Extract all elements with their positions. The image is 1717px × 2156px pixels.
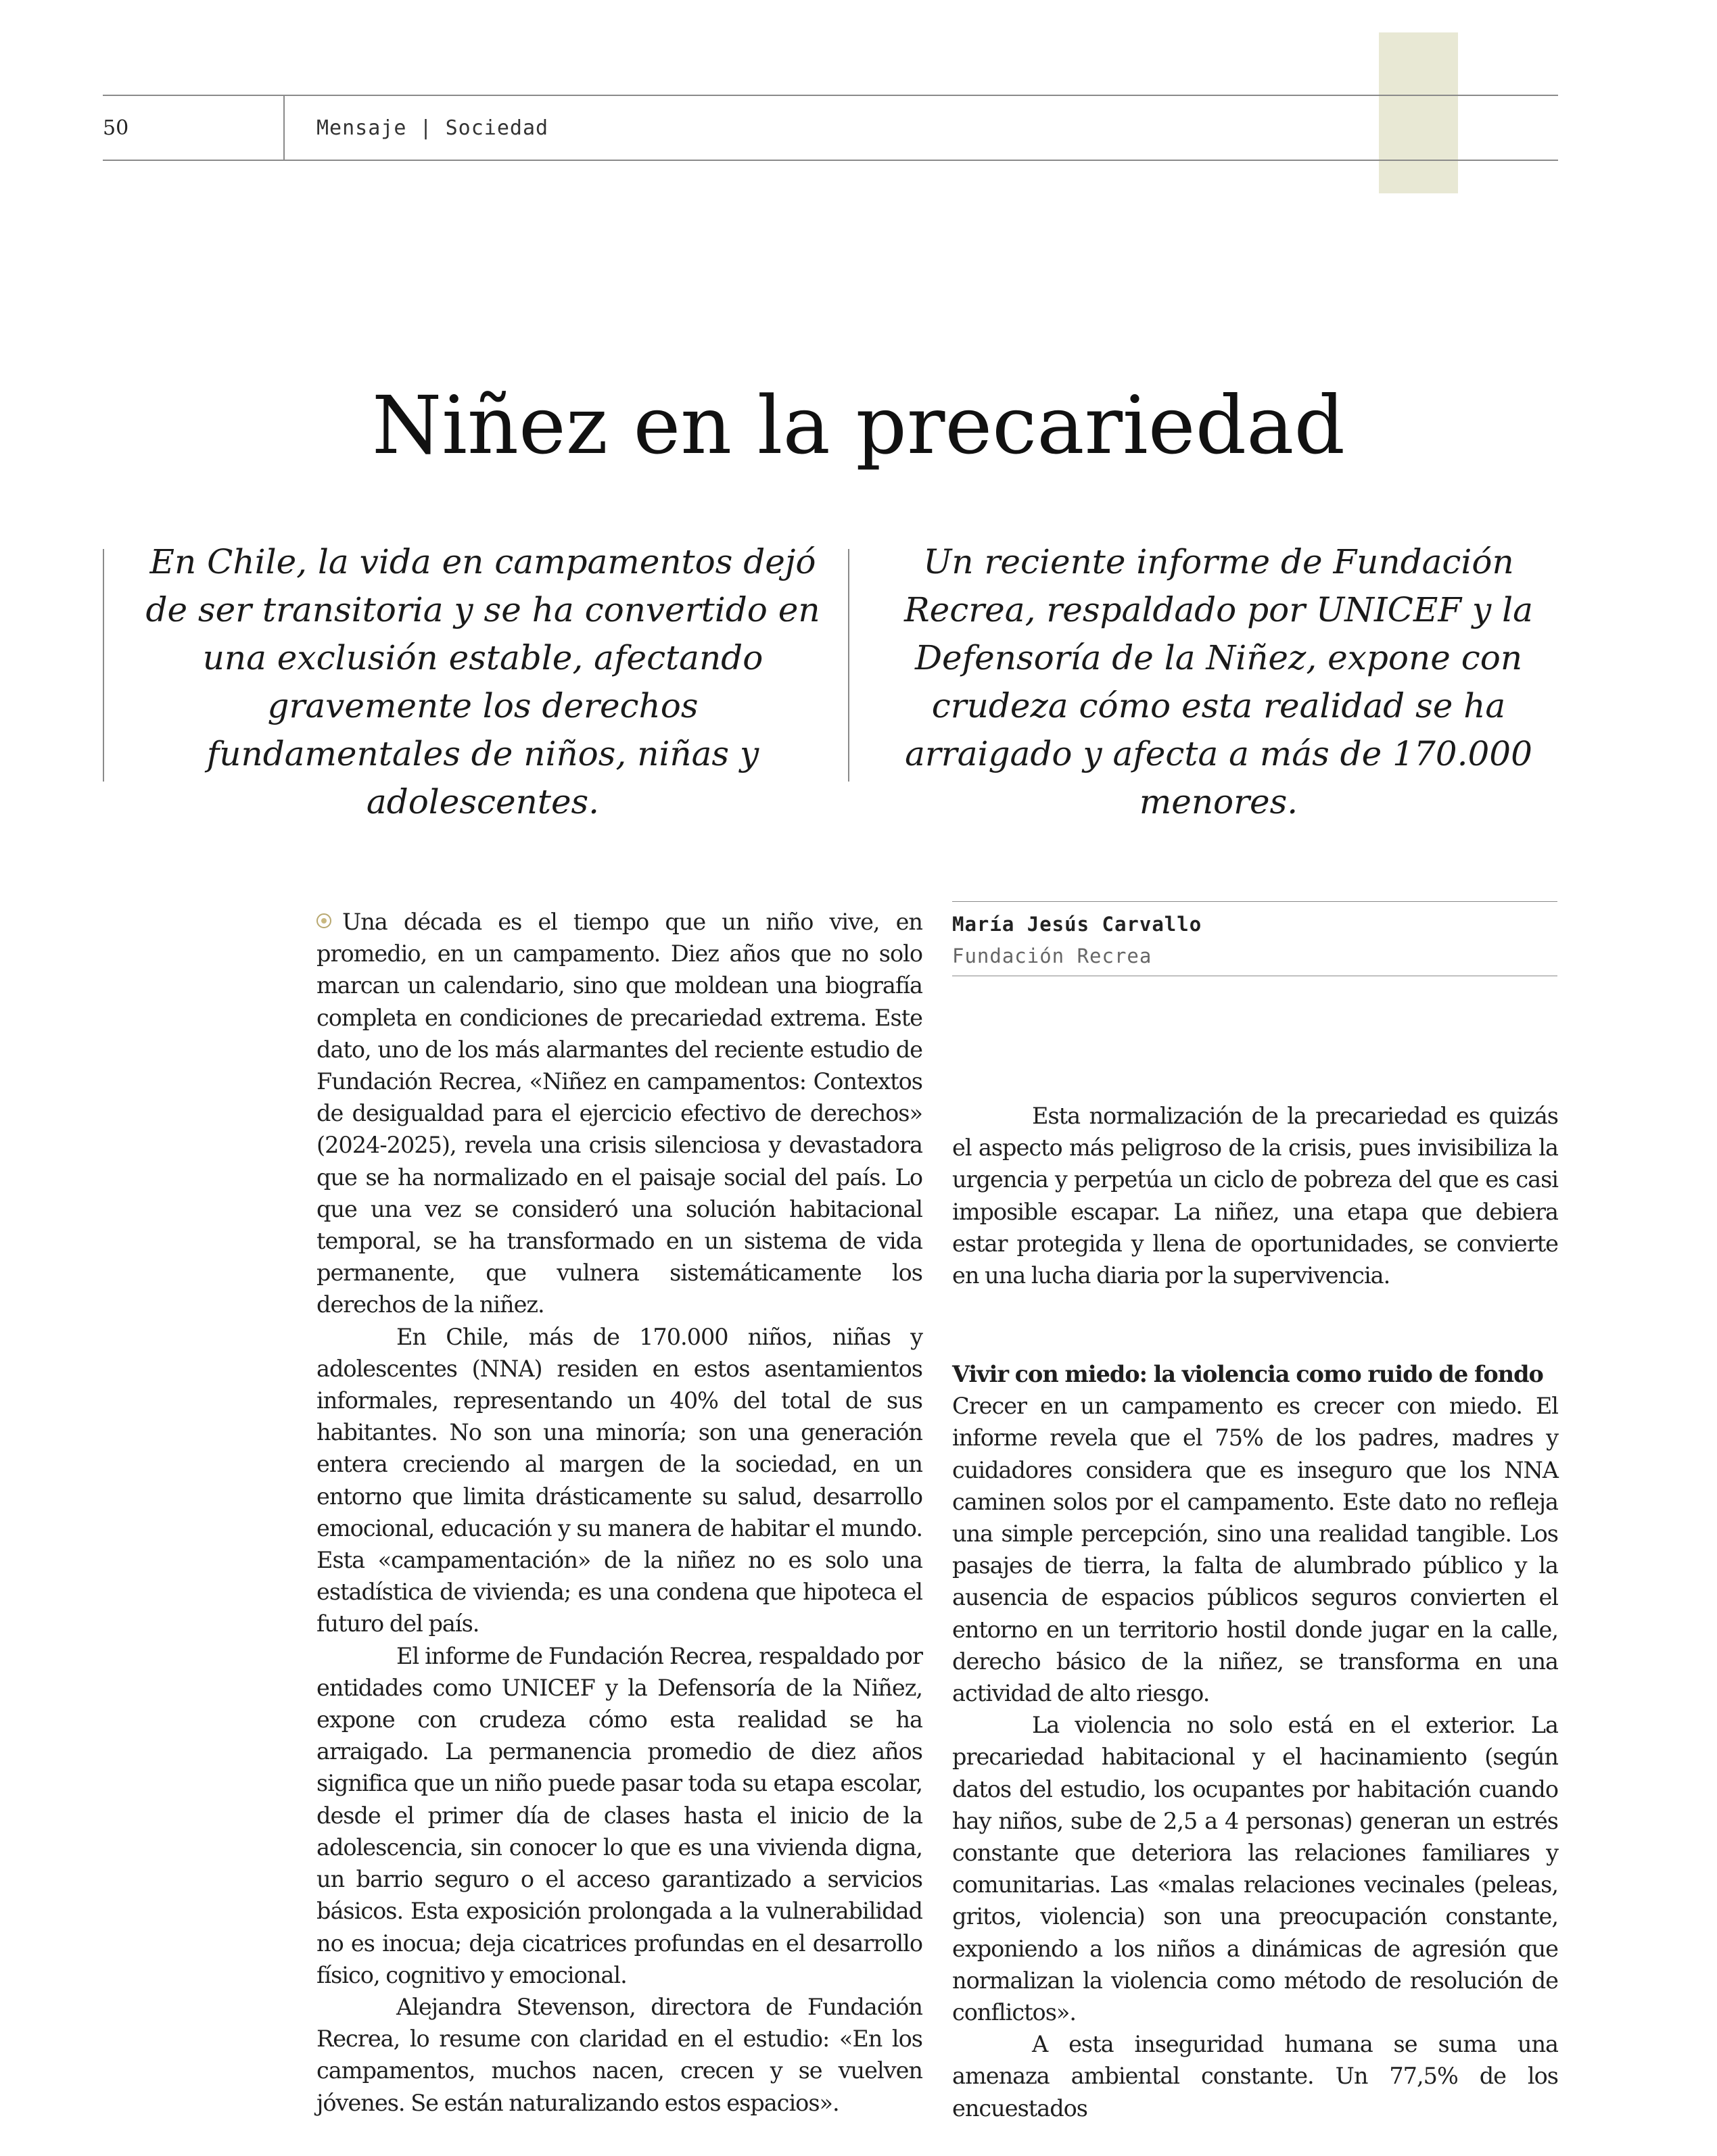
paragraph — [316, 906, 922, 1321]
body-right-intro — [952, 1100, 1558, 1291]
author-name: María Jesús Carvallo — [952, 913, 1202, 936]
section-label: Mensaje | Sociedad — [316, 116, 549, 140]
deck-right-rule — [848, 549, 849, 782]
deck-left: En Chile, la vida en campamentos dejó de ser transitoria y se ha convertido en una exclusión estable, afectando gravemente los derechos fundamentales de niños, niñas y adolescentes. — [145, 542, 820, 821]
paragraph: En Chile, más de 170.000 niños, niñas y adolescentes (NNA) residen en estos asentamientos informales, representando un 40% del total de sus habitantes. No son una minoría; son una generación entera creciendo al margen de la sociedad, en un entorno que limita drásticamente su salud, desarrollo emocional, educación y su manera de habitar el mundo. Esta «campamentación» de la niñez no es solo una estadística de vivienda; es una condena que hipoteca el futuro del país. — [316, 1323, 922, 1637]
paragraph: La violencia no solo está en el exterior. La precariedad habitacional y el hacinamiento (según datos del estudio, los ocupantes por habitación cuando hay niños, sube de 2,5 a 4 personas) generan un estrés constante que deteriora las relaciones familiares y comunitarias. Las «malas relaciones vecinales (peleas, gritos, violencia) son una preocupación constante, exponiendo a los niños a dinámicas de agresión que normalizan la violencia como método de resolución de conflictos». — [952, 1712, 1558, 2026]
body-right-column — [952, 1358, 1558, 2124]
paragraph: Alejandra Stevenson, directora de Fundación Recrea, lo resume con claridad en el estudio: «En los campamentos, muchos nacen, crecen y se vuelven jóvenes. Se están naturalizando estos espacios». — [316, 1993, 922, 2116]
deck-right: Un reciente informe de Fundación Recrea, respaldado por UNICEF y la Defensoría de la Niñez, expone con crudeza cómo esta realidad se ha arraigado y afecta a más de 170.000 menores. — [904, 542, 1533, 821]
header-bottom-rule — [103, 160, 1558, 161]
paragraph: Crecer en un campamento es crecer con miedo. El informe revela que el 75% de los padres, madres y cuidadores considera que es inseguro que los NNA caminen solos por el campamento. Este dato no refleja una simple percepción, sino una realidad tangible. Los pasajes de tierra, la falta de alumbrado público y la ausencia de espacios públicos seguros convierten el entorno en un territorio hostil donde jugar en la calle, derecho básico de la niñez, se transforma en una actividad de alto riesgo. — [952, 1393, 1558, 1707]
author-top-rule — [952, 901, 1557, 902]
article-title: Niñez en la precariedad — [371, 379, 1346, 472]
section-subheading: Vivir con miedo: la violencia como ruido de fondo — [952, 1361, 1543, 1387]
page-number: 50 — [103, 116, 129, 140]
paragraph-text: Una década es el tiempo que un niño vive, en promedio, en un campamento. Diez años que no solo marcan un calendario, sino que moldean una biografía completa en condiciones de precariedad extrema. Este dato, uno de los más alarmantes del reciente estudio de Fundación Recrea, «Niñez en campamentos: Contextos de desigualdad para el ejercicio efectivo de derechos» (2024-2025), revela una crisis silenciosa y devastadora que se ha normalizado en el paisaje social del país. Lo que una vez se consideró una solución habitacional temporal, se ha transformado en un sistema de vida permanente, que vulnera sistemáticamente los derechos de la niñez. — [316, 909, 922, 1318]
header-top-rule — [103, 95, 1558, 96]
author-org: Fundación Recrea — [952, 944, 1152, 967]
body-left-column — [316, 906, 922, 2119]
section-tab-marker — [1379, 32, 1458, 193]
flower-bullet-icon — [316, 913, 331, 928]
header-divider — [283, 95, 285, 161]
paragraph: Esta normalización de la precariedad es quizás el aspecto más peligroso de la crisis, pues invisibiliza la urgencia y perpetúa un ciclo de pobreza del que es casi imposible escapar. La niñez, una etapa que debiera estar protegida y llena de oportunidades, se convierte en una lucha diaria por la supervivencia. — [952, 1103, 1558, 1289]
paragraph: El informe de Fundación Recrea, respaldado por entidades como UNICEF y la Defensoría de la Niñez, expone con crudeza cómo esta realidad se ha arraigado. La permanencia promedio de diez años significa que un niño puede pasar toda su etapa escolar, desde el primer día de clases hasta el inicio de la adolescencia, sin conocer lo que es una vivienda digna, un barrio seguro o el acceso garantizado a servicios básicos. Esta exposición prolongada a la vulnerabilidad no es inocua; deja cicatrices profundas en el desarrollo físico, cognitivo y emocional. — [316, 1642, 922, 1988]
deck-left-rule — [103, 549, 104, 782]
paragraph: A esta inseguridad humana se suma una amenaza ambiental constante. Un 77,5% de los encuestados — [952, 2031, 1558, 2122]
